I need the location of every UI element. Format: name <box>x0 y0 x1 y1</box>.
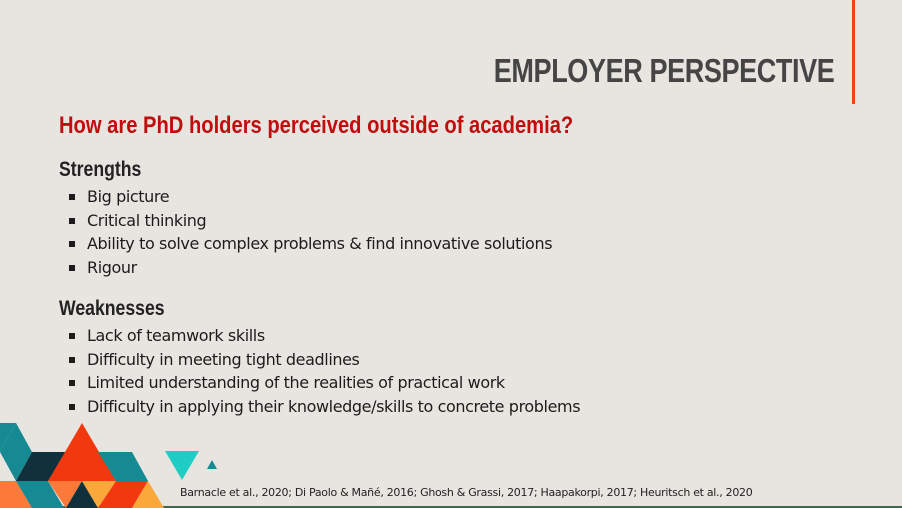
list-item: Critical thinking <box>68 209 552 233</box>
list-item: Big picture <box>68 185 552 209</box>
triangle-icon <box>165 451 199 480</box>
bullet-icon <box>69 333 75 339</box>
bullet-icon <box>69 241 75 247</box>
bullet-icon <box>69 380 75 386</box>
list-item: Limited understanding of the realities of practical work <box>68 371 580 395</box>
bullet-icon <box>69 218 75 224</box>
accent-line <box>852 0 855 104</box>
list-item: Difficulty in applying their knowledge/skills to concrete problems <box>68 395 580 419</box>
weaknesses-heading: Weaknesses <box>59 297 165 320</box>
list-item: Lack of teamwork skills <box>68 324 580 348</box>
triangle-icon <box>207 460 217 469</box>
citation-text: Barnacle et al., 2020; Di Paolo & Mañé, 2016; Ghosh & Grassi, 2017; Haapakorpi, 2017; Heuritsch et al., 2020 <box>180 486 753 499</box>
slide-title: EMPLOYER PERSPECTIVE <box>493 52 834 89</box>
list-item: Rigour <box>68 256 552 280</box>
list-item: Difficulty in meeting tight deadlines <box>68 348 580 372</box>
strengths-heading: Strengths <box>59 158 142 181</box>
bullet-icon <box>69 404 75 410</box>
bullet-icon <box>69 265 75 271</box>
bullet-icon <box>69 194 75 200</box>
bullet-icon <box>69 357 75 363</box>
weaknesses-list <box>68 324 580 419</box>
slide-question: How are PhD holders perceived outside of academia? <box>59 112 574 139</box>
strengths-list <box>68 185 552 280</box>
list-item: Ability to solve complex problems & find innovative solutions <box>68 232 552 256</box>
